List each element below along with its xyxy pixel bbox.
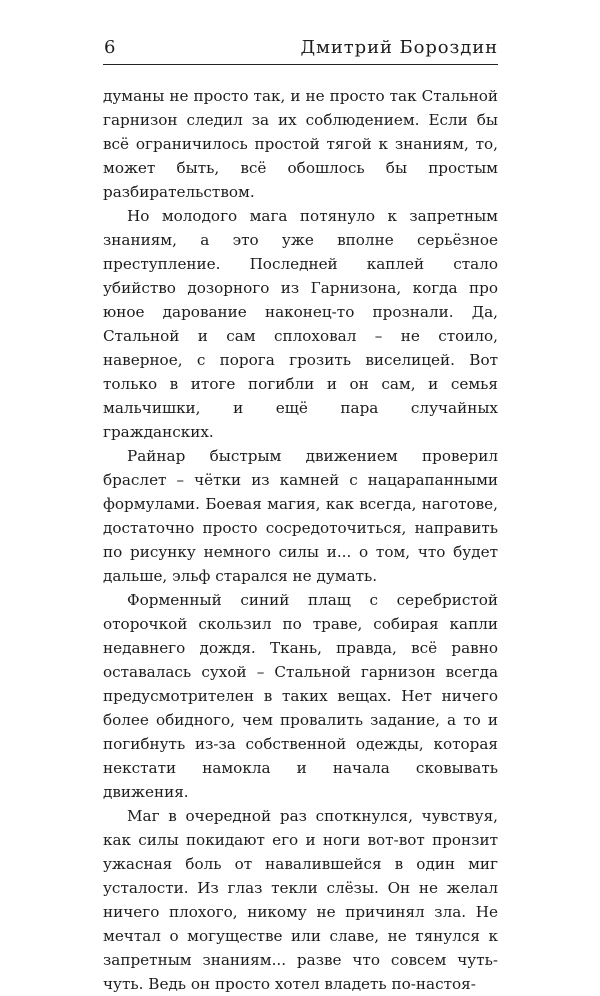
header-rule — [103, 64, 498, 65]
paragraph: Маг в очередной раз споткнулся, чувствуя, как силы покидают его и ноги вот-вот пронзит ужасная боль от навалившейся в один миг усталости. Из глаз текли слёзы. Он не желал ничего плохого, никому не причинял зла. Не мечтал о могуществе или славе, не тянулся к запретным знаниям... разве что совсем чуть-чуть. Ведь он просто хотел владеть по-настоя- — [103, 807, 498, 993]
paragraph-continuation: думаны не просто так, и не просто так Стальной гарнизон следил за их соблюдением. Если бы всё ограничилось простой тягой к знаниям, то, может быть, всё обошлось бы простым разбирательством. — [103, 87, 498, 201]
page-number: 6 — [104, 37, 116, 58]
paragraph: Форменный синий плащ с серебристой оторочкой скользил по траве, собирая капли недавнего дождя. Ткань, правда, всё равно оставалась сухой – Стальной гарнизон всегда предусмотрителен в таких вещах. Нет ничего более обидного, чем провалить задание, а то и погибнуть из-за собственной одежды, которая некстати намокла и начала сковывать движения. — [103, 591, 498, 801]
paragraph: Райнар быстрым движением проверил браслет – чётки из камней с нацарапанными формулами. Боевая магия, как всегда, наготове, достаточно просто сосредоточиться, направить по рисунку немного силы и... о том, что будет дальше, эльф старался не думать. — [103, 447, 498, 585]
running-head-author: Дмитрий Бороздин — [300, 37, 498, 58]
paragraph: Но молодого мага потянуло к запретным знаниям, а это уже вполне серьёзное преступление. Последней каплей стало убийство дозорного из Гарнизона, когда про юное дарование наконец-то прознали. Да, Стальной и сам сплоховал – не стоило, наверное, с порога грозить виселицей. Вот только в итоге погибли и он сам, и семья мальчишки, и ещё пара случайных гражданских. — [103, 207, 498, 441]
page-header — [103, 34, 498, 64]
body-text — [103, 84, 498, 996]
